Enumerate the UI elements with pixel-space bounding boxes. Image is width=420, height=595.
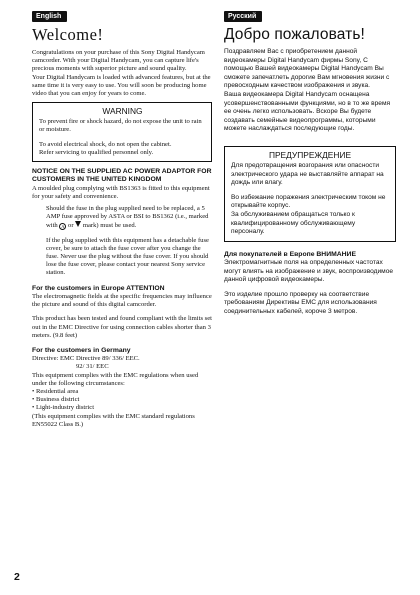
germany-text: This equipment complies with the EMC regulations when used under the following circumstances: [32, 371, 199, 387]
warning-box [32, 102, 212, 162]
warning-text: За обслуживанием обращаться только к квалифицированному обслуживающему персоналу. [231, 210, 356, 236]
circumstances-list [32, 388, 212, 413]
europe-text: Электромагнитные поля на определенных частотах могут влиять на изображение и звук, воспроизводимое данной цифровой видеокамеры. [224, 258, 394, 284]
europe-heading: For the customers in Europe ATTENTION [32, 284, 165, 292]
intro-paragraph: Ваша видеокамера Digital Handycam оснащена усовершенствованными функциями, но в то же время ее очень легко использовать. Вскоре Вы будете создавать семейные видеопрограммы, которыми можете наслаждаться последующие годы. [224, 90, 391, 133]
list-item: • Residential area [32, 388, 212, 396]
warning-text: To avoid electrical shock, do not open the cabinet. [39, 140, 172, 148]
directive-text: 92/ 31/ EEC [76, 363, 109, 371]
english-column [32, 11, 212, 429]
warning-title: WARNING [102, 106, 143, 117]
uk-notice-text: A moulded plug complying with BS1363 is fitted to this equipment for your safety and convenience. [32, 184, 210, 200]
page-title-russian: Добро пожаловать! [224, 26, 365, 43]
language-tag-english: English [32, 11, 67, 22]
warning-text: Во избежание поражения электрическим током не открывайте корпус. [231, 193, 386, 210]
list-item: • Light-industry district [32, 404, 212, 412]
fuse-text: Should the fuse in the plug supplied need to be replaced, a 5 AMP fuse approved by ASTA or BSI to BS1362 (i.e., marked with A or mark) must be used. [46, 205, 209, 230]
warning-text: To prevent fire or shock hazard, do not expose the unit to rain or moisture. [39, 118, 202, 134]
europe-heading: Для покупателей в Европе ВНИМАНИЕ [224, 250, 356, 258]
fuse-text: If the plug supplied with this equipment has a detachable fuse cover, be sure to attach the fuse cover after you change the fuse. Never use the plug without the fuse cover. If you should lose the fuse cover, please contact your nearest Sony service station. [46, 236, 209, 277]
europe-text: The electromagnetic fields at the specific frequencies may influence the picture and sound of this digital camcorder. [32, 292, 212, 309]
warning-box [224, 146, 396, 242]
warning-text: Refer servicing to qualified personnel only. [39, 148, 154, 156]
list-item: • Business district [32, 396, 212, 404]
directive-text: Directive: EMC Directive 89/ 336/ EEC. [32, 355, 140, 363]
page-title-english: Welcome! [32, 25, 104, 44]
intro-paragraph: Congratulations on your purchase of this Sony Digital Handycam camcorder. With your Digital Handycam, you can capture life's precious moments with superior picture and sound quality. [32, 49, 205, 73]
germany-note: (This equipment complies with the EMC standard regulations EN55022 Class B.) [32, 412, 195, 428]
europe-text: Это изделие прошло проверку на соответствие требованиям Директивы ЕМС для использования соединительных кабелей, короче 3 метров. [224, 290, 377, 315]
intro-paragraph: Поздравляем Вас с приобретением данной видеокамеры Digital Handycam фирмы Sony, С помощью Вашей видеокамеры Digital Handycam Вы сможете запечатлеть дорогие Вам мгновения жизни с превосходным качеством изображения и звука. [224, 48, 390, 90]
bsi-kitemark-icon [75, 221, 81, 227]
germany-heading: For the customers in Germany [32, 346, 131, 354]
intro-paragraph: Your Digital Handycam is loaded with advanced features, but at the same time it is very easy to use. You will soon be producing home video that you can enjoy for years to come. [32, 73, 211, 98]
warning-text: Для предотвращения возгорания или опасности электрического удара не выставляйте аппарат на дождь или влагу. [231, 161, 384, 187]
europe-text: This product has been tested and found compliant with the limits set out in the EMC Directive for using connection cables shorter than 3 meters. (9.8 feet) [32, 315, 213, 339]
page-number: 2 [14, 571, 20, 583]
language-tag-russian: Русский [224, 11, 262, 22]
fuse-instructions [32, 205, 212, 278]
russian-column [224, 11, 396, 317]
uk-notice-heading: NOTICE ON THE SUPPLIED AC POWER ADAPTOR FOR CUSTOMERS IN THE UNITED KINGDOM [32, 168, 212, 184]
asta-mark-icon: A [61, 224, 65, 230]
warning-title: ПРЕДУПРЕЖДЕНИЕ [268, 149, 352, 160]
